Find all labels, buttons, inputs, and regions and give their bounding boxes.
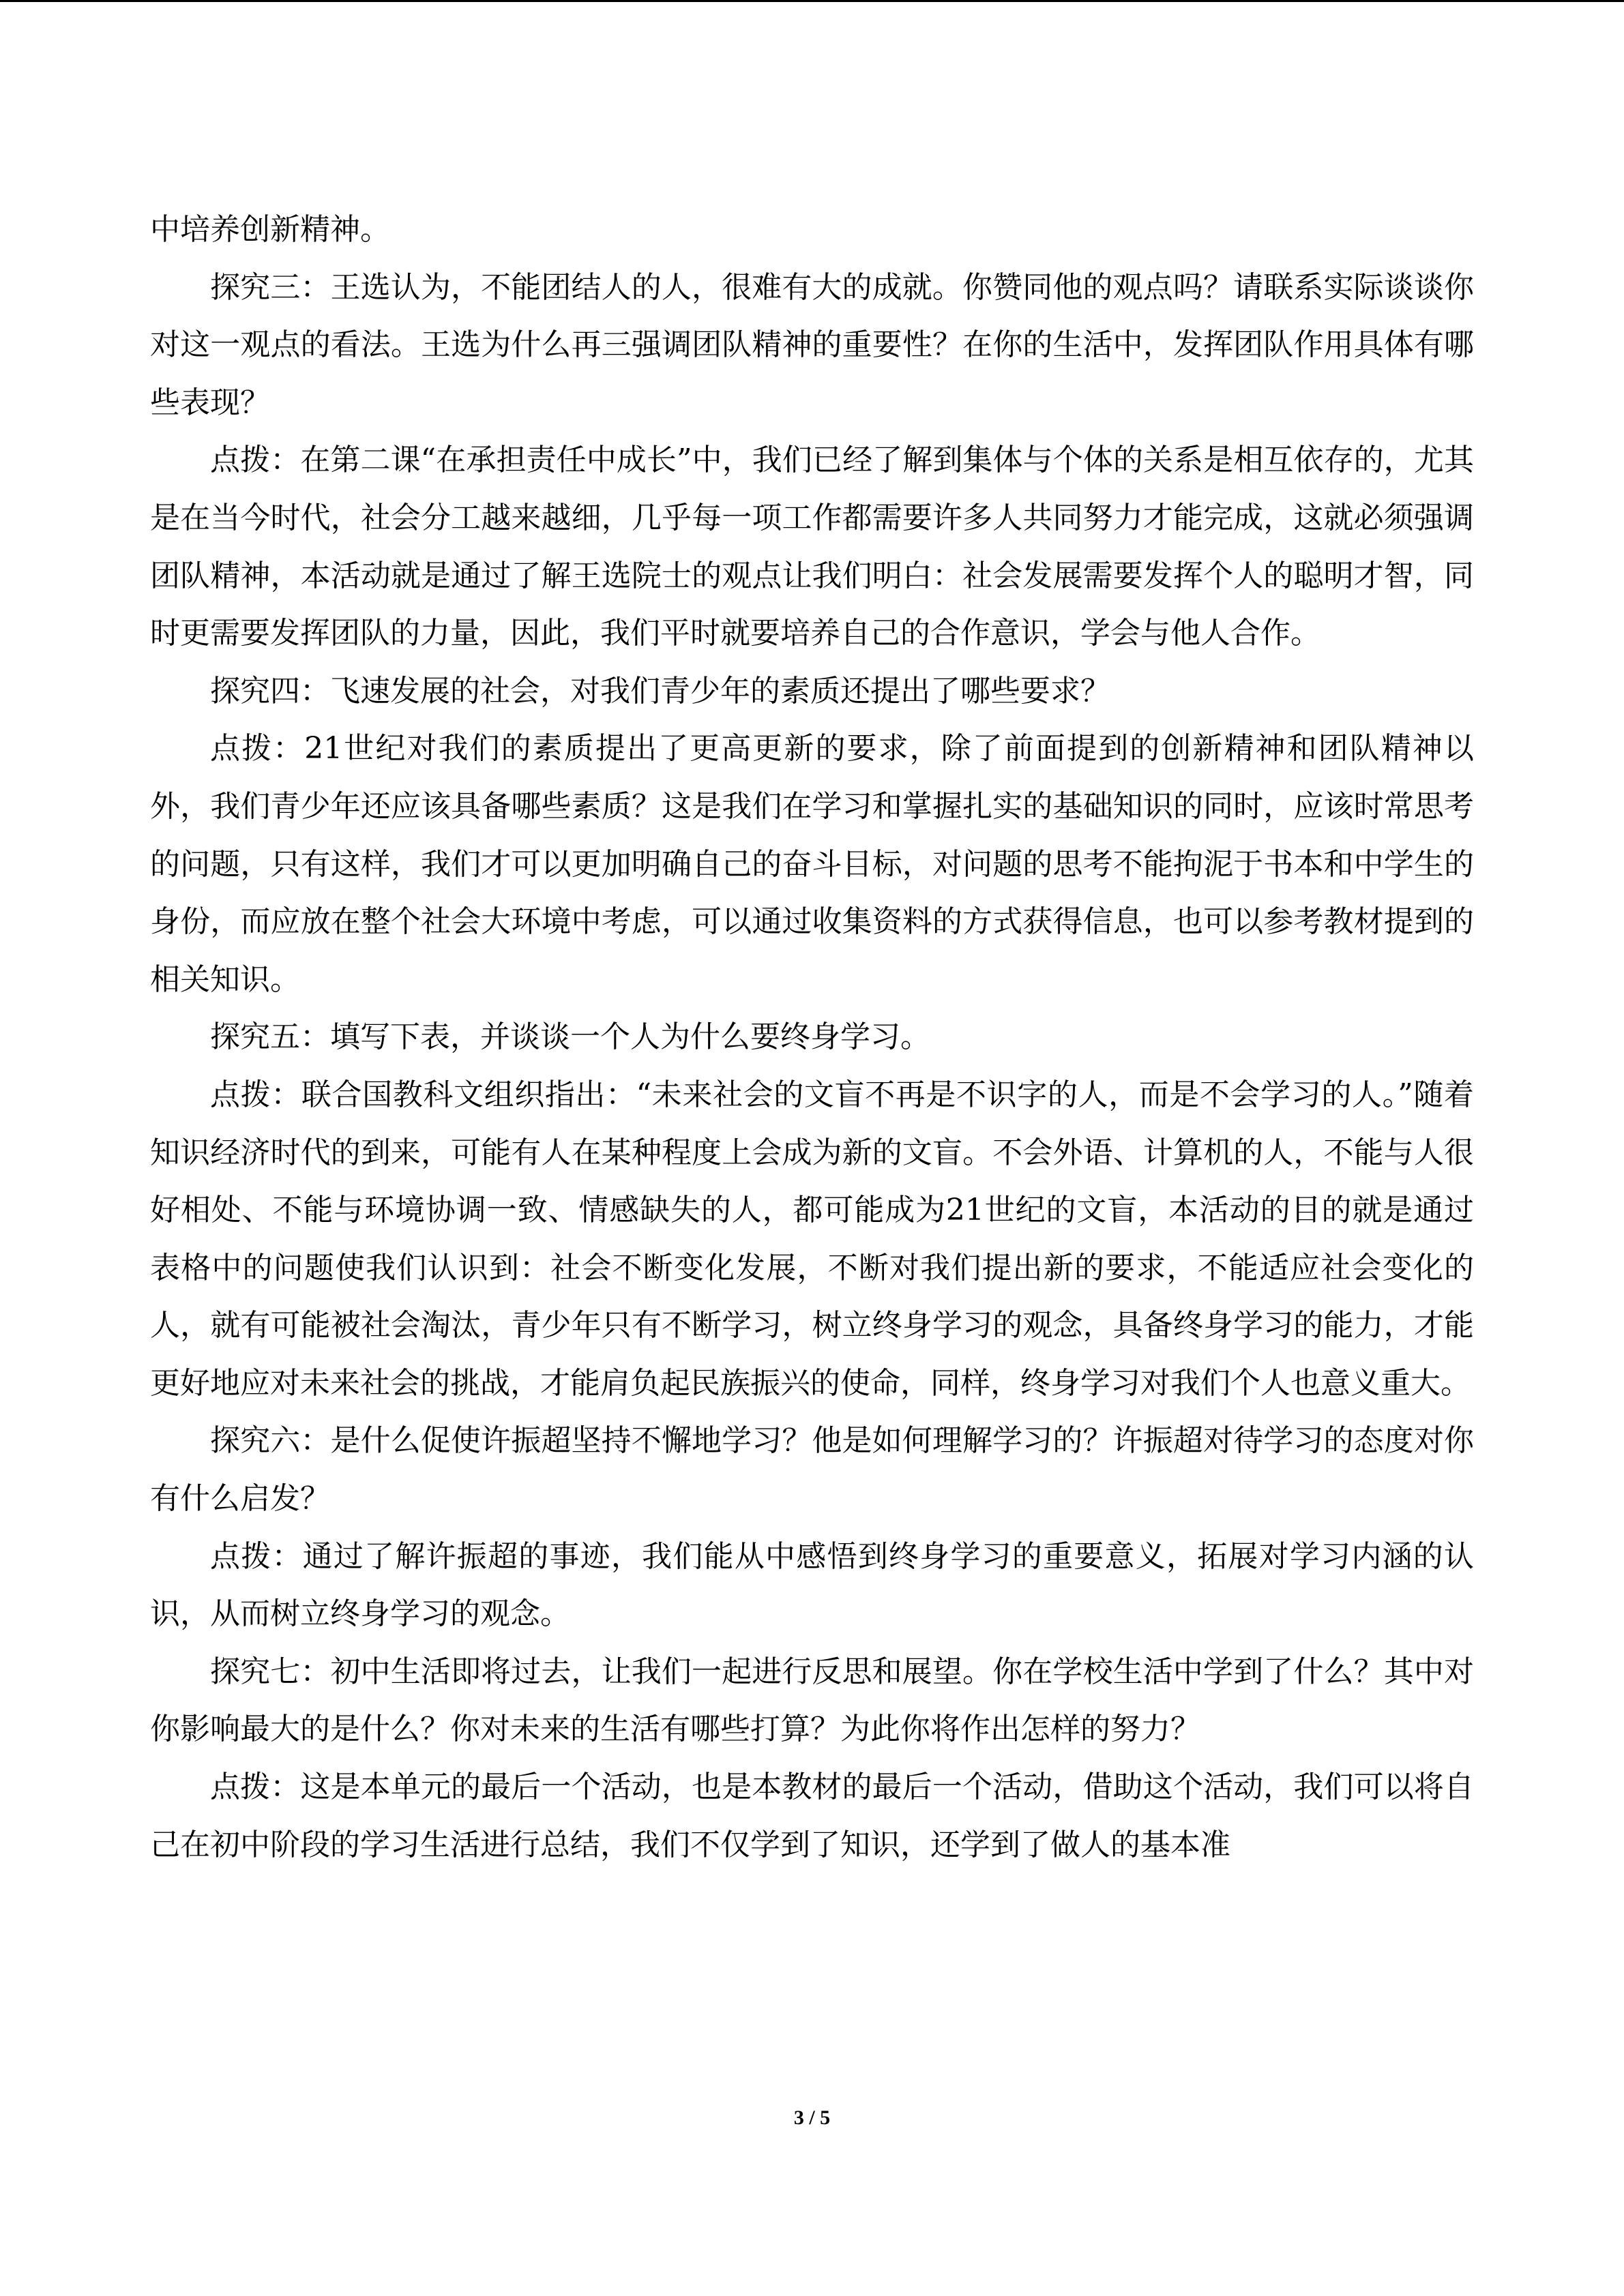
- paragraph-hint-3: 点拨：在第二课“在承担责任中成长”中，我们已经了解到集体与个体的关系是相互依存的，尤其是在当今时代，社会分工越来越细，几乎每一项工作都需要许多人共同努力才能完成，这就必须强调团队精神，本活动就是通过了解王选院士的观点让我们明白：社会发展需要发挥个人的聪明才智，同时更需要发挥团队的力量，因此，我们平时就要培养自己的合作意识，学会与他人合作。: [150, 443, 1474, 651]
- paragraph-hint-5: 点拨：联合国教科文组织指出：“未来社会的文盲不再是不识字的人，而是不会学习的人。”随着知识经济时代的到来，可能有人在某种程度上会成为新的文盲。不会外语、计算机的人，不能与人很好相处、不能与环境协调一致、情感缺失的人，都可能成为21世纪的文盲，本活动的目的就是通过表格中的问题使我们认识到：社会不断变化发展，不断对我们提出新的要求，不能适应社会变化的人，就有可能被社会淘汰，青少年只有不断学习，树立终身学习的观念，具备终身学习的能力，才能更好地应对未来社会的挑战，才能肩负起民族振兴的使命，同样，终身学习对我们个人也意义重大。: [150, 1077, 1475, 1401]
- paragraph-hint-4: 点拨：21世纪对我们的素质提出了更高更新的要求，除了前面提到的创新精神和团队精神以外，我们青少年还应该具备哪些素质？这是我们在学习和掌握扎实的基础知识的同时，应该时常思考的问题，只有这样，我们才可以更加明确自己的奋斗目标，对问题的思考不能拘泥于书本和中学生的身份，而应放在整个社会大环境中考虑，可以通过收集资料的方式获得信息，也可以参考教材提到的相关知识。: [150, 731, 1474, 997]
- paragraph-inquiry-6: 探究六：是什么促使许振超坚持不懈地学习？他是如何理解学习的？许振超对待学习的态度对你有什么启发？: [150, 1423, 1474, 1517]
- paragraph-hint-7: 点拨：这是本单元的最后一个活动，也是本教材的最后一个活动，借助这个活动，我们可以将自己在初中阶段的学习生活进行总结，我们不仅学到了知识，还学到了做人的基本准: [150, 1770, 1474, 1862]
- top-border-line: [0, 0, 1624, 2]
- paragraph-continuation: 中培养创新精神。: [150, 212, 390, 247]
- document-body: [150, 201, 1474, 1874]
- paragraph-inquiry-4: 探究四：飞速发展的社会，对我们青少年的素质还提出了哪些要求？: [210, 673, 1110, 709]
- paragraph-hint-6: 点拨：通过了解许振超的事迹，我们能从中感悟到终身学习的重要意义，拓展对学习内涵的认识，从而树立终身学习的观念。: [150, 1538, 1474, 1632]
- page-number: 3 / 5: [793, 2106, 831, 2129]
- paragraph-inquiry-3: 探究三：王选认为，不能团结人的人，很难有大的成就。你赞同他的观点吗？请联系实际谈谈你对这一观点的看法。王选为什么再三强调团队精神的重要性？在你的生活中，发挥团队作用具体有哪些表现？: [150, 269, 1474, 420]
- paragraph-inquiry-5: 探究五：填写下表，并谈谈一个人为什么要终身学习。: [210, 1019, 930, 1055]
- paragraph-inquiry-7: 探究七：初中生活即将过去，让我们一起进行反思和展望。你在学校生活中学到了什么？其中对你影响最大的是什么？你对未来的生活有哪些打算？为此你将作出怎样的努力？: [150, 1654, 1474, 1747]
